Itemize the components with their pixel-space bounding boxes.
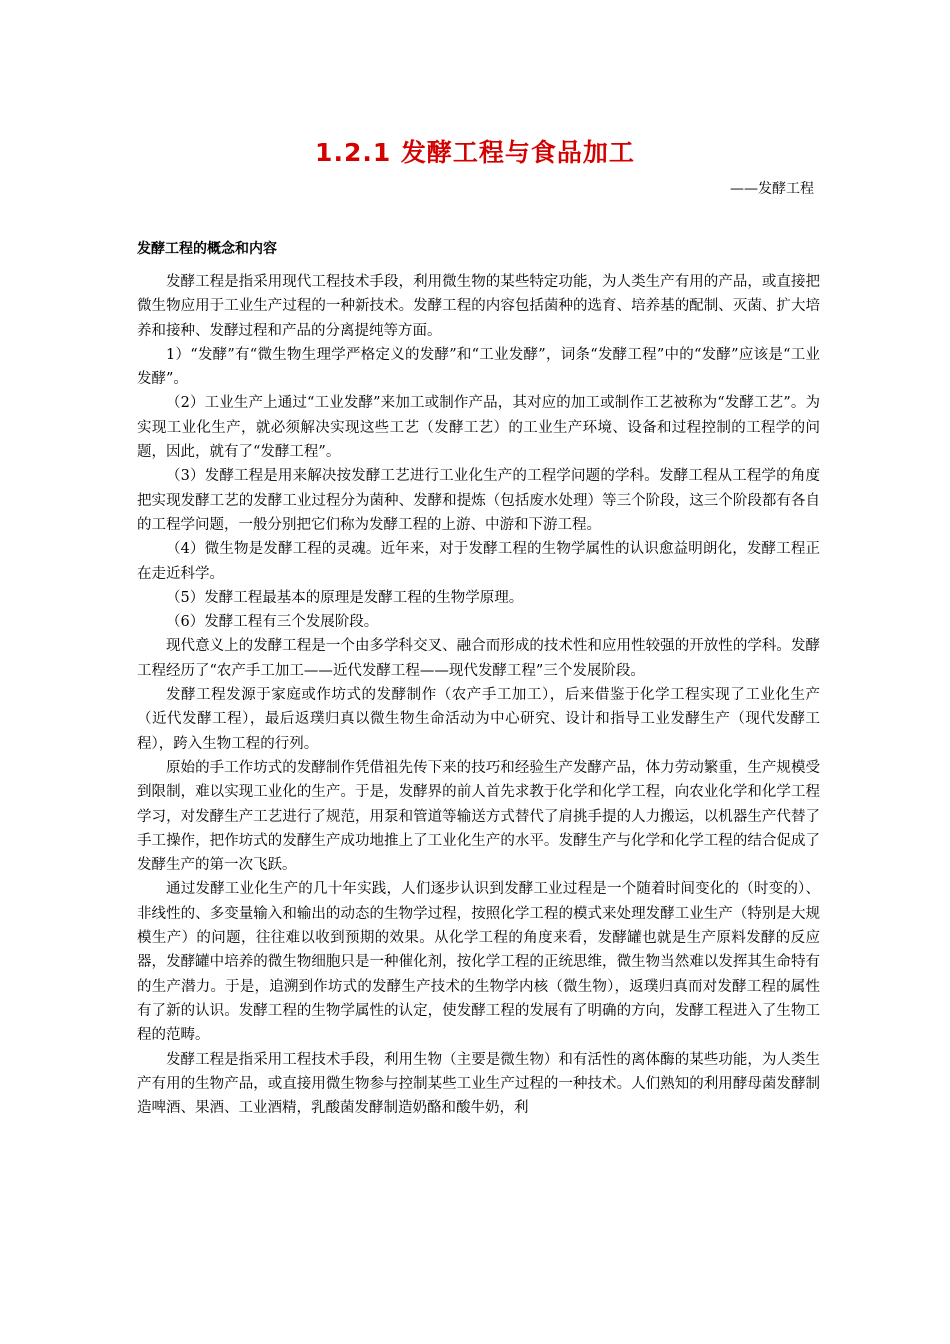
- paragraph: 通过发酵工业化生产的几十年实践，人们逐步认识到发酵工业过程是一个随着时间变化的（时变的）、非线性的、多变量输入和输出的动态的生物学过程，按照化学工程的模式来处理发酵工业生产（特别是大规模生产）的问题，往往难以收到预期的效果。从化学工程的角度来看，发酵罐也就是生产原料发酵的反应器，发酵罐中培养的微生物细胞只是一种催化剂，按化学工程的正统思维，微生物当然难以发挥其生命特有的生产潜力。于是，追溯到作坊式的发酵生产技术的生物学内核（微生物），返璞归真而对发酵工程的属性有了新的认识。发酵工程的生物学属性的认定，使发酵工程的发展有了明确的方向，发酵工程进入了生物工程的范畴。: [137, 881, 820, 1044]
- paragraph: 现代意义上的发酵工程是一个由多学科交叉、融合而形成的技术性和应用性较强的开放性的学科。发酵工程经历了“农产手工加工——近代发酵工程——现代发酵工程”三个发展阶段。: [137, 638, 820, 679]
- subtitle: ——发酵工程: [730, 181, 814, 197]
- paragraph: 1）“发酵”有“微生物生理学严格定义的发酵”和“工业发酵”，词条“发酵工程”中的“发酵”应该是“工业发酵”。: [137, 346, 820, 388]
- paragraph: （2）工业生产上通过“工业发酵”来加工或制作产品，其对应的加工或制作工艺被称为“发酵工艺”。为实现工业化生产，就必须解决实现这些工艺（发酵工艺）的工业生产环境、设备和过程控制的工程学的问题，因此，就有了“发酵工程”。: [137, 395, 820, 461]
- paragraph: （6）发酵工程有三个发展阶段。: [166, 614, 379, 631]
- paragraph: 原始的手工作坊式的发酵制作凭借祖先传下来的技巧和经验生产发酵产品，体力劳动繁重，生产规模受到限制，难以实现工业化的生产。于是，发酵界的前人首先求教于化学和化学工程，向农业化学和化学工程学习，对发酵生产工艺进行了规范，用泵和管道等输送方式替代了肩挑手提的人力搬运，以机器生产代替了手工操作，把作坊式的发酵生产成功地推上了工业化生产的水平。发酵生产与化学和化学工程的结合促成了发酵生产的第一次飞跃。: [137, 759, 820, 874]
- paragraph: （3）发酵工程是用来解决按发酵工艺进行工业化生产的工程学问题的学科。发酵工程从工程学的角度把实现发酵工艺的发酵工业过程分为菌种、发酵和提炼（包括废水处理）等三个阶段，这三个阶段都有各自的工程学问题，一般分别把它们称为发酵工程的上游、中游和下游工程。: [137, 468, 820, 533]
- paragraph: 发酵工程是指采用工程技术手段，利用生物（主要是微生物）和有活性的离体酶的某些功能，为人类生产有用的生物产品，或直接用微生物参与控制某些工业生产过程的一种技术。人们熟知的利用酵母菌发酵制造啤酒、果酒、工业酒精，乳酸菌发酵制造奶酪和酸牛奶，利: [137, 1051, 820, 1117]
- body-text: [137, 270, 820, 1120]
- page-title: 1.2.1 发酵工程与食品加工: [315, 138, 635, 167]
- paragraph: （4）微生物是发酵工程的灵魂。近年来，对于发酵工程的生物学属性的认识愈益明朗化，发酵工程正在走近科学。: [137, 541, 820, 582]
- paragraph: 发酵工程发源于家庭或作坊式的发酵制作（农产手工加工），后来借鉴于化学工程实现了工业化生产（近代发酵工程），最后返璞归真以微生物生命活动为中心研究、设计和指导工业发酵生产（现代发酵工程），跨入生物工程的行列。: [137, 687, 820, 752]
- section-heading: 发酵工程的概念和内容: [137, 241, 277, 257]
- paragraph: 发酵工程是指采用现代工程技术手段，利用微生物的某些特定功能，为人类生产有用的产品，或直接把微生物应用于工业生产过程的一种新技术。发酵工程的内容包括菌种的选育、培养基的配制、灭菌、扩大培养和接种、发酵过程和产品的分离提纯等方面。: [137, 274, 820, 339]
- paragraph: （5）发酵工程最基本的原理是发酵工程的生物学原理。: [166, 589, 524, 606]
